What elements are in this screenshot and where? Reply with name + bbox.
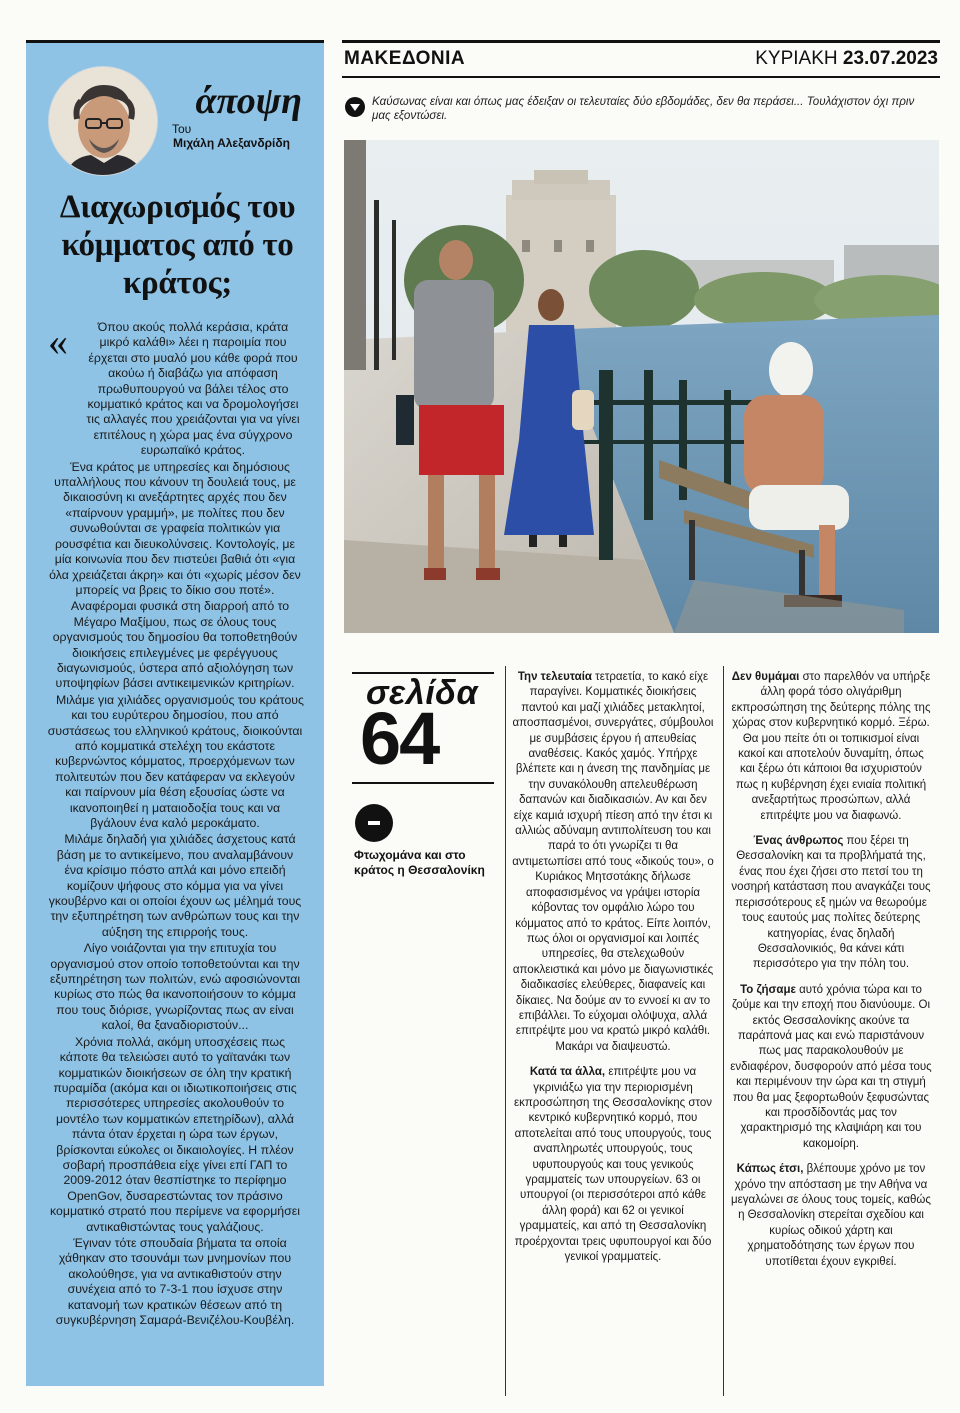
opinion-paragraph: Όπου ακούς πολλά κεράσια, κράτα μικρό καλάθι» λέει η παροιμία που έρχεται στο μυαλό μου κάθε φορά που ακούω ή διαβάζω για απόφαση πρωθυπουργού να βάλει τέλος στο κομματικό κράτος και να δρομολογήσει τις αλλαγές που χρειάζονται για να γίνει επιτέλους η χώρα μας ένα σύγχρονο ευρωπαϊκό κράτος. — [86, 320, 300, 458]
masthead-top-rule — [342, 40, 940, 43]
body-paragraph — [730, 834, 932, 973]
issue-date-value: 23.07.2023 — [842, 48, 938, 69]
paragraph-lead: Κάπως έτσι, — [736, 1163, 804, 1176]
opinion-paragraph: Μιλάμε δηλαδή για χιλιάδες άσχετους κατά βάση με το αντικείμενο, που αναλαμβάνουν ένα κρίσιμο πόστο απλά και μόνο επειδή κομίζουν ψήφους στο κόμμα για να γίνει γκουβέρνο και οι οποίοι έχουν ως μέλημά τους την εξυπηρέτηση των ανθρώπων τους και την αύξηση της επιρροής τους. — [48, 832, 302, 939]
column-divider — [723, 666, 724, 1396]
paragraph-text: στο παρελθόν να υπήρξε άλλη φορά τόσο ολιγάριθμη εκπροσώπηση της δεύτερης πόλης της χώρας στον κυβερνητικό κορμό. Ξέρω. Θα μου πείτε ότι οι τοπικισμοί είναι κακοί και αποτελούν δυναμίτη, όπως και ξέρω ότι κάποιοι θα ισχυριστούν πως η κυβέρνηση έχει ενιαία πολιτική ανεξαρτήτως προσώπων, αλλά επιτρέψτε μου να διαφωνώ. — [731, 671, 931, 822]
author-avatar — [48, 66, 158, 176]
opening-quote-mark: « — [48, 319, 68, 364]
opinion-paragraph: Χρόνια πολλά, ακόμη υποσχέσεις πως κάποτε θα τελειώσει αυτό το γαϊτανάκι των κομματικών διοικήσεων σε όλη την κρατική πυραμίδα (ακόμα και οι ιδιωτικοποιήσεις στις περισσότερες υπηρεσίες ακολουθούν το μοντέλο των κομματικών επετηρίδων), αλλά πάντα όταν έρχεται η ώρα των έργων, βρίσκονται εύκολες οι δικαιολογίες. Η πλέον σοβαρή προσπάθεια είχε γίνει επί ΓΑΠ το 2009-2012 όταν θεσπίστηκε το περίφημο OpenGov, δυσαρεστώντας τον πράσινο κομματικό στρατό που περίμενε να εφορμήσει αντικαθιστώντας τους γαλάζιους. — [50, 1034, 300, 1234]
section-name: ΜΑΚΕΔΟΝΙΑ — [344, 48, 466, 69]
caption-triangle-icon — [345, 97, 365, 117]
page-ref-bottom-rule — [352, 782, 494, 784]
opinion-headline: Διαχωρισμός του κόμματος από το κράτος; — [59, 189, 296, 301]
paragraph-text: που ξέρει τη Θεσσαλονίκη και τα προβλήματά της, ένας που έχει ζήσει στο πετσί του τη νοσηρή κατάσταση που αναγκάζει τους περισσότερους εξ ημών να θεωρούμε τους εαυτούς μας πολίτες δεύτερης κατηγορίας, ένας δηλαδή Θεσσαλονικιός, θα κάνει κάτι περισσότερο για την πόλη του. — [731, 835, 931, 971]
byline-prefix: Του — [172, 122, 192, 136]
paragraph-text: τετραετία, το κακό είχε παραγίνει. Κομματικές διοικήσεις παντού και μαζί χιλιάδες μετακλητοί, αποσπασμένοι, συνεργάτες, σύμβουλοι με συμβάσεις έργου ή απευθείας αναθέσεις. Κακός χαμός. Υπήρχε βλέπετε και η άνεση της πανδημίας με την συνακόλουθη απελευθέρωση δαπανών και διαδικασιών. Αν και δεν είχε καμιά ισχυρή πίεση από την έτσι κι αλλιώς αδύναμη αντιπολίτευση του και παρά το ότι γνωρίζει τι θα αντιμετωπίσει από τους «δικούς του», ο Κυριάκος Μητσοτάκης δήλωσε αποφασισμένος να γράψει ιστορία κόβοντας τον ομφάλιο λώρο του κόμματος από το κράτος. Είπε λοιπόν, πως όλοι οι οργανισμοί και λοιπές υπηρεσίες, θα στελεχωθούν αποκλειστικά και μόνο με διαγωνιστικές διαδικασίες ελεύθερες, διαφανείς και δίκαιες. Να δούμε αν το εννοεί κι αν το επιβάλλει. Το εύχομαι ολόψυχα, αλλά επιτρέψτε μου να κρατώ μικρό καλάθι. Μακάρι να διαψευστώ. — [512, 671, 714, 1053]
paragraph-lead: Κατά τα άλλα, — [529, 1066, 606, 1079]
waterfront-photo — [344, 140, 939, 633]
paragraph-text: επιτρέψτε μου να γκρινιάξω για την περιορισμένη εκπροσώπηση της Θεσσαλονίκης στον κεντρικό κυβερνητικό κορμό, που αποτελείται από τους υπουργούς, τους αναπληρωτές υπουργούς, τους υφυπουργούς και τους γενικούς γραμματείς των υπουργείων. 63 οι υπουργοί (οι περισσότεροι από κάθε άλλη φορά) και 62 οι γενικοί γραμματείς, και από τη Θεσσαλονίκη προέρχονται τρεις υφυπουργοί και δύο γενικοί γραμματείς. — [513, 1066, 713, 1264]
issue-date — [755, 48, 938, 70]
opinion-paragraph: Έγιναν τότε σπουδαία βήματα τα οποία χάθηκαν στο τσουνάμι των μνημονίων που ακολούθησε, για να αντικαθιστούν στην συνέχεια από το 7-3-1 που ίσχυσε στην κατανομή των κρατικών θέσεων από τη συγκυβέρνηση Σαμαρά-Βενιζέλου-Κουβέλη. — [55, 1235, 295, 1327]
opinion-top-rule — [26, 40, 324, 43]
photo-caption: Καύσωνας είναι και όπως μας έδειξαν οι τελευταίες δύο εβδομάδες, δεν θα περάσει... Τουλάχιστον όχι πριν μας εξοντώσει. — [372, 95, 915, 122]
opinion-label: άποψη — [195, 80, 302, 122]
opinion-paragraph: Λίγο νοιάζονται για την επιτυχία του οργανισμού στον οποίο τοποθετούνται και την εξυπηρέτηση των πολιτών, ενώ αφοσιώνονται κυρίως στο πώς θα ικανοποιήσουν το κόμμα που τους διόρισε, γνωρίζοντας πως αν είναι καλοί, θα ξαναδιοριστούν... — [49, 941, 301, 1033]
column-divider — [505, 666, 506, 1396]
paragraph-lead: Δεν θυμάμαι — [731, 671, 800, 683]
minus-circle-icon — [355, 804, 393, 842]
body-paragraph — [730, 1162, 932, 1270]
body-paragraph — [730, 670, 932, 824]
issue-day: ΚΥΡΙΑΚΗ — [755, 48, 838, 69]
opinion-paragraph: Ένα κράτος με υπηρεσίες και δημόσιους υπαλλήλους που κάνουν τη δουλειά τους, με δικαιοσύνη κι ανεξάρτητες αρχές που δεν «παίρνουν γραμμή», με πολίτες που δεν συνωθούνται σε γραφεία πολιτικών για ρουσφέτια και διευκολύνσεις. Κοντολογίς, με μία κοινωνία που δεν πιστεύει βαθιά ότι «για όλα χρειάζεται άκρη» και ότι «χωρίς μέσον δεν μπορείς να βρεις το δίκιο σου ποτέ». — [49, 459, 301, 597]
body-paragraph — [512, 670, 714, 1055]
page-ref-teaser: Φτωχομάνα και στο κράτος η Θεσσαλονίκη — [354, 848, 485, 877]
opinion-body — [46, 320, 304, 1329]
paragraph-text: βλέπουμε χρόνο με τον χρόνο την απόσταση με την Αθήνα να μεγαλώνει σε όλους τους τομείς, καθώς η Θεσσαλονίκη στερείται σχεδίου και κυρίως οδικού χάρτη και χρηματοδότησης των έργων που υποτίθεται έχουν εγκριθεί. — [731, 1163, 931, 1268]
body-column-3 — [730, 670, 932, 1280]
body-paragraph — [730, 983, 932, 1152]
body-column-2 — [512, 670, 714, 1275]
body-paragraph — [512, 1065, 714, 1265]
paragraph-lead: Το ζήσαμε — [740, 983, 796, 996]
author-name: Μιχάλη Αλεξανδρίδη — [173, 136, 290, 150]
page-ref-word: σελίδα — [366, 674, 479, 712]
masthead-bottom-rule — [342, 76, 940, 78]
page-ref-number: 64 — [360, 697, 439, 780]
paragraph-lead: Ένας άνθρωπος — [753, 835, 844, 848]
opinion-paragraph: Μιλάμε για χιλιάδες οργανισμούς του κράτους και του ευρύτερου δημοσίου, που από συστάσεως του ελληνικού κράτους, διοικούνται από κομματικά στελέχη του εκάστοτε κυβερνώντος κόμματος, προερχόμενων των πολιτευτών που δεν κατάφεραν να εκλεγούν και παίρνουν μία θέση εξουσίας ώστε να ικανοποιηθεί η ματαιοδοξία τους και να βγάλουν ένα καλό μεροκάματο. — [47, 692, 304, 830]
paragraph-lead: Την τελευταία — [517, 671, 592, 683]
opinion-paragraph: Αναφέρομαι φυσικά στη διαρροή από το Μέγαρο Μαξίμου, πως σε όλους τους οργανισμούς του δημοσίου θα τοποθετηθούν διοικήσεις επιλεγμένες με φερέγγυους διαγωνισμούς, ύστερα από αξιολόγηση των υποψηφίων βάσει αντικειμενικών κριτηρίων. — [52, 599, 298, 691]
paragraph-text: αυτό χρόνια τώρα και το ζούμε και την εποχή που διανύουμε. Οι εκτός Θεσσαλονίκης ακούνε τα παράπονά μας και ενώ παριστάνουν πως μας παρακολουθούν με ενδιαφέρον, δυσφορούν από μέσα τους και περιμένουν την ώρα και τη στιγμή που θα μας ξεφορτωθούν ξεφυσώντας και προσδίδοντάς μας τον χαρακτηρισμό της κλαψιάρη και του κακομοίρη. — [730, 983, 932, 1150]
